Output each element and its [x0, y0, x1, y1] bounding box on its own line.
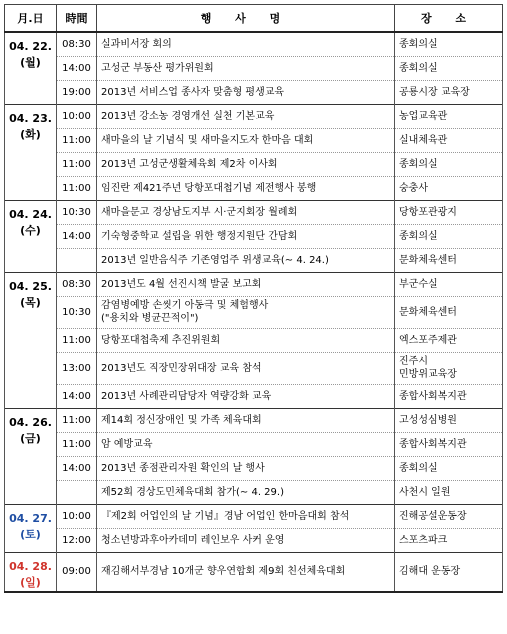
- event-cell: [97, 296, 395, 328]
- event-text: 기숙형중학교 설립을 위한 행정지원단 간담회: [101, 230, 298, 242]
- place-text: 사천시 일원: [399, 486, 451, 498]
- place-cell: [395, 272, 503, 296]
- table-row: [5, 248, 503, 272]
- place-text: 종합사회복지관: [399, 438, 467, 450]
- event-cell: [97, 552, 395, 592]
- time-cell: 11:00: [57, 128, 97, 152]
- table-row: [5, 104, 503, 128]
- place-text: 문화체육센터: [399, 306, 457, 318]
- table-row: [5, 352, 503, 384]
- place-text: 종회의실: [399, 158, 438, 170]
- date-text: 04. 27.: [9, 511, 52, 525]
- event-text: 『제2회 어업인의 날 기념』경남 어업인 한마음대회 참석: [101, 510, 350, 522]
- event-cell: [97, 200, 395, 224]
- place-text: 공룡시장 교육장: [399, 86, 470, 98]
- table-row: [5, 56, 503, 80]
- event-text: 2013년 고성군생활체육회 제2차 이사회: [101, 158, 278, 170]
- place-text: 숭충사: [399, 182, 428, 194]
- time-cell: 11:00: [57, 432, 97, 456]
- place-cell: [395, 32, 503, 56]
- event-text: 2013년도 직장민장위대장 교육 참석: [101, 362, 262, 374]
- time-cell: 13:00: [57, 352, 97, 384]
- event-cell: [97, 128, 395, 152]
- time-cell: 19:00: [57, 80, 97, 104]
- table-row: [5, 552, 503, 592]
- place-cell: [395, 200, 503, 224]
- event-cell: [97, 104, 395, 128]
- date-cell: [5, 408, 57, 504]
- date-text: 04. 23.: [9, 111, 52, 125]
- event-text: 임진란 제421주년 당항포대첩기념 제전행사 봉행: [101, 182, 317, 194]
- place-cell: [395, 56, 503, 80]
- table-row: [5, 296, 503, 328]
- table-row: [5, 272, 503, 296]
- header-date: 月.日: [5, 5, 57, 33]
- time-cell: 08:30: [57, 272, 97, 296]
- event-cell: [97, 528, 395, 552]
- place-cell: [395, 480, 503, 504]
- table-row: [5, 432, 503, 456]
- weekday-text: (화): [20, 127, 41, 141]
- event-cell: [97, 32, 395, 56]
- time-cell: 14:00: [57, 224, 97, 248]
- event-text: 제14회 정신장애인 및 가족 체육대회: [101, 414, 262, 426]
- event-cell: [97, 248, 395, 272]
- time-cell: 08:30: [57, 32, 97, 56]
- weekday-text: (수): [20, 223, 41, 237]
- date-cell: [5, 200, 57, 272]
- time-cell: 14:00: [57, 56, 97, 80]
- header-event: 행 사 명: [97, 5, 395, 33]
- table-row: [5, 480, 503, 504]
- table-row: [5, 224, 503, 248]
- date-text: 04. 24.: [9, 207, 52, 221]
- place-cell: [395, 104, 503, 128]
- event-text: 2013년 일반음식주 기존영업주 위생교육(∼ 4. 24.): [101, 254, 329, 266]
- time-cell: 12:00: [57, 528, 97, 552]
- event-text: 제52회 경상도민체육대회 참가(∼ 4. 29.): [101, 486, 284, 498]
- table-row: [5, 504, 503, 528]
- event-cell: [97, 352, 395, 384]
- place-cell: [395, 352, 503, 384]
- time-cell: 10:00: [57, 104, 97, 128]
- header-time: 時間: [57, 5, 97, 33]
- event-text: 청소년방과후아카데미 레인보우 사커 운영: [101, 534, 285, 546]
- event-cell: [97, 224, 395, 248]
- place-text: 스포츠파크: [399, 534, 448, 546]
- event-cell: [97, 456, 395, 480]
- place-text: 실내체육관: [399, 134, 448, 146]
- table-row: [5, 328, 503, 352]
- date-cell: [5, 32, 57, 104]
- time-cell: 14:00: [57, 384, 97, 408]
- place-cell: [395, 408, 503, 432]
- place-text: 종회의실: [399, 462, 438, 474]
- event-cell: [97, 384, 395, 408]
- place-cell: [395, 504, 503, 528]
- place-text: 문화체육센터: [399, 254, 457, 266]
- date-text: 04. 22.: [9, 40, 52, 53]
- place-text: 종회의실: [399, 230, 438, 242]
- place-cell: [395, 224, 503, 248]
- place-text: 종합사회복지관: [399, 390, 467, 402]
- date-text: 04. 26.: [9, 415, 52, 429]
- event-cell: [97, 80, 395, 104]
- time-cell: 10:30: [57, 200, 97, 224]
- event-cell: [97, 328, 395, 352]
- time-cell: 11:00: [57, 328, 97, 352]
- event-text: 새마을의 날 기념식 및 새마을지도자 한마음 대회: [101, 134, 314, 146]
- event-cell: [97, 152, 395, 176]
- header-place: 장 소: [395, 5, 503, 33]
- table-row: [5, 200, 503, 224]
- time-cell: 11:00: [57, 152, 97, 176]
- event-text: 실과비서장 회의: [101, 38, 172, 50]
- table-row: [5, 528, 503, 552]
- event-text-line2: ("용치와 병균끈적이"): [101, 313, 199, 324]
- table-row: [5, 176, 503, 200]
- place-cell: [395, 176, 503, 200]
- table-row: [5, 384, 503, 408]
- place-text: 당항포관광지: [399, 206, 457, 218]
- date-cell: [5, 104, 57, 200]
- date-text: 04. 28.: [9, 559, 52, 573]
- event-text: 당항포대첩축제 추진위원회: [101, 334, 221, 346]
- date-cell: [5, 504, 57, 552]
- place-cell: [395, 80, 503, 104]
- event-cell: [97, 272, 395, 296]
- time-cell: 09:00: [57, 552, 97, 592]
- weekday-text: (토): [20, 527, 41, 541]
- event-text: 감염병예방 손씻기 아동극 및 체험행사: [101, 300, 269, 311]
- place-cell: [395, 128, 503, 152]
- event-cell: [97, 432, 395, 456]
- place-cell: [395, 152, 503, 176]
- schedule-body: [5, 32, 503, 592]
- place-cell: [395, 456, 503, 480]
- table-row: [5, 128, 503, 152]
- place-text: 종회의실: [399, 62, 438, 74]
- event-text: 2013년도 4월 선진시책 발굴 보고회: [101, 278, 262, 290]
- place-text: 김해대 운동장: [399, 566, 461, 577]
- place-text: 종회의실: [399, 38, 438, 50]
- table-row: [5, 152, 503, 176]
- place-text: 부군수실: [399, 278, 438, 290]
- place-text: 고성성심병원: [399, 414, 457, 426]
- event-text: 고성군 부동산 평가위원회: [101, 62, 214, 74]
- event-cell: [97, 176, 395, 200]
- event-text: 재김해서부경남 10개군 향우연합회 제9회 친선체육대회: [101, 566, 346, 577]
- place-cell: [395, 296, 503, 328]
- place-text: 엑스포주제관: [399, 334, 457, 346]
- place-cell: [395, 432, 503, 456]
- table-row: [5, 456, 503, 480]
- time-cell: 14:00: [57, 456, 97, 480]
- event-cell: [97, 480, 395, 504]
- time-cell: 10:30: [57, 296, 97, 328]
- place-text: 진주시: [399, 356, 428, 367]
- weekday-text: (목): [20, 295, 41, 309]
- event-text: 2013년 강소농 경영개선 실천 기본교육: [101, 110, 275, 122]
- schedule-table: [4, 4, 503, 593]
- time-cell: 10:00: [57, 504, 97, 528]
- date-cell: [5, 272, 57, 408]
- place-cell: [395, 528, 503, 552]
- header-row: [5, 5, 503, 33]
- place-text: 농업교육관: [399, 110, 448, 122]
- table-row: [5, 408, 503, 432]
- time-cell: [57, 248, 97, 272]
- weekday-text: (월): [20, 56, 41, 69]
- event-text: 2013년 종점관리자원 확인의 날 행사: [101, 462, 265, 474]
- time-cell: 11:00: [57, 176, 97, 200]
- table-row: [5, 32, 503, 56]
- event-text: 2013년 서비스업 종사자 맞춤형 평생교육: [101, 86, 285, 98]
- time-cell: [57, 480, 97, 504]
- place-cell: [395, 328, 503, 352]
- time-cell: 11:00: [57, 408, 97, 432]
- table-row: [5, 80, 503, 104]
- event-cell: [97, 504, 395, 528]
- place-cell: [395, 552, 503, 592]
- place-text-line2: 민방위교육장: [399, 369, 457, 380]
- place-text: 진해공설운동장: [399, 510, 467, 522]
- event-text: 2013년 사례관리담당자 역량강화 교육: [101, 390, 272, 402]
- date-text: 04. 25.: [9, 279, 52, 293]
- place-cell: [395, 384, 503, 408]
- date-cell: [5, 552, 57, 592]
- event-text: 암 예방교육: [101, 438, 153, 450]
- weekday-text: (금): [20, 431, 41, 445]
- event-text: 새마을문고 경상남도지부 시·군지회장 월례회: [101, 206, 298, 218]
- place-cell: [395, 248, 503, 272]
- event-cell: [97, 408, 395, 432]
- weekday-text: (일): [20, 575, 41, 589]
- event-cell: [97, 56, 395, 80]
